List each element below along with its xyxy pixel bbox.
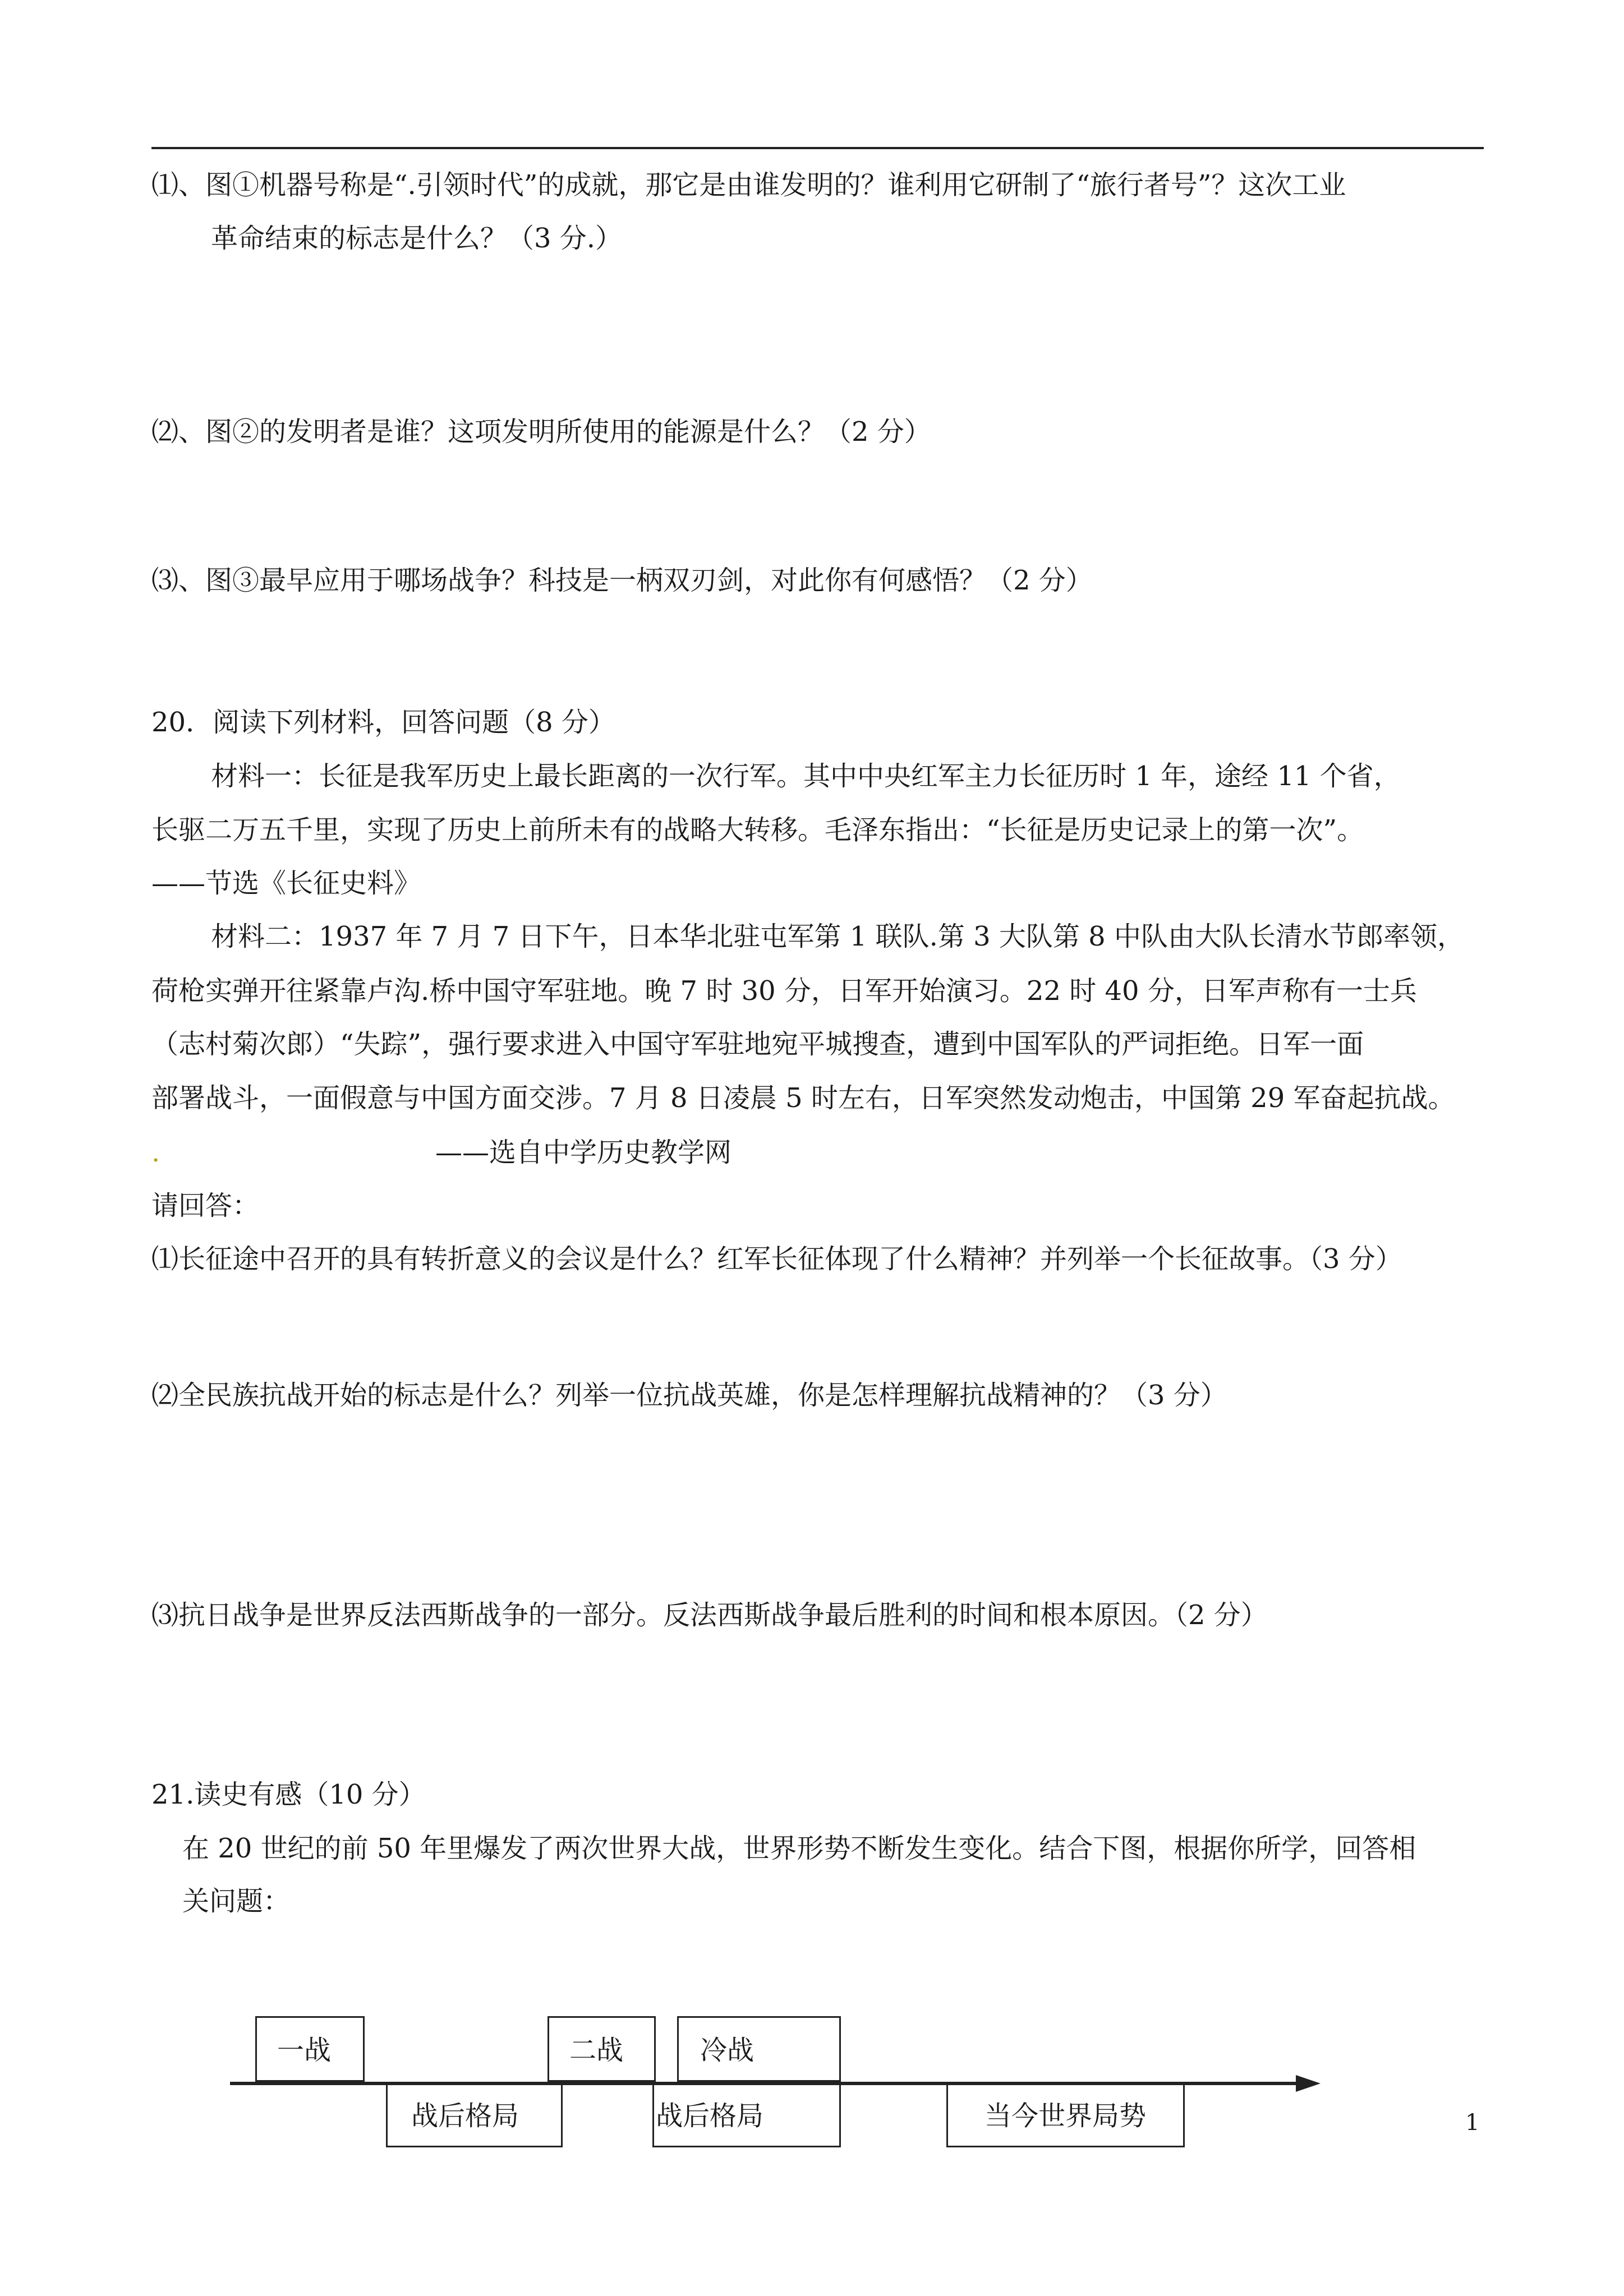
q20-material1-source: ——节选《长征史料》 (151, 868, 421, 899)
q20-sub2: ⑵全民族抗战开始的标志是什么？列举一位抗战英雄，你是怎样理解抗战精神的？（3 分） (151, 1380, 1227, 1411)
header-rule (151, 147, 1484, 149)
q19-sub1-line2: 革命结束的标志是什么？（3 分.） (211, 223, 623, 254)
q20-sub3-answer-area[interactable] (151, 1640, 1484, 1767)
q20-material2-line4: 部署战斗，一面假意与中国方面交涉。7 月 8 日凌晨 5 时左右，日军突然发动炮击，中国第 29 军奋起抗战。 (151, 1082, 1455, 1114)
timeline-box-postwar1 (386, 2082, 563, 2147)
timeline-arrow-icon (1296, 2075, 1321, 2092)
q21-intro-line2: 关问题： (182, 1885, 291, 1917)
q20-material1-line2: 长驱二万五千里，实现了历史上前所未有的战略大转移。毛泽东指出：“长征是历史记录上的第一次”。 (151, 814, 1364, 846)
q20-material2-source: ——选自中学历史教学网 (435, 1137, 732, 1168)
q20-material2-line2: 荷枪实弹开往紧靠卢沟.桥中国守军驻地。晚 7 时 30 分，日军开始演习。22 时 40 分，日军声称有一士兵 (151, 975, 1417, 1007)
timeline-box-ww1 (255, 2016, 365, 2082)
timeline-box-today (946, 2082, 1185, 2147)
timeline-label-postwar2: 战后格局 (656, 2100, 764, 2132)
q20-title: 20．阅读下列材料，回答问题（8 分） (151, 707, 615, 738)
q20-sub2-answer-area[interactable] (151, 1421, 1484, 1594)
q19-sub3: ⑶、图③最早应用于哪场战争？科技是一柄双刃剑，对此你有何感悟？（2 分） (151, 565, 1093, 596)
timeline-axis (230, 2082, 1301, 2085)
timeline-label-postwar1: 战后格局 (411, 2100, 519, 2132)
q20-stray-dot: . (151, 1137, 160, 1168)
q19-sub1-answer-area[interactable] (151, 264, 1484, 409)
q19-sub2-answer-area[interactable] (151, 457, 1484, 552)
q20-sub1: ⑴长征途中召开的具有转折意义的会议是什么？红军长征体现了什么精神？并列举一个长征故事。（3 分） (151, 1243, 1402, 1275)
timeline-box-coldwar (677, 2016, 841, 2082)
timeline-label-today: 当今世界局势 (984, 2100, 1147, 2132)
q19-sub1-line1: ⑴、图①机器号称是“.引领时代”的成就，那它是由谁发明的？谁利用它研制了“旅行者号”？这次工业 (151, 169, 1346, 201)
timeline-label-ww2: 二战 (569, 2035, 624, 2066)
q20-prompt: 请回答： (151, 1190, 260, 1221)
timeline-box-ww2 (548, 2016, 656, 2082)
page-number: 1 (1465, 2110, 1480, 2136)
q20-sub1-answer-area[interactable] (151, 1284, 1484, 1368)
q21-intro-line1: 在 20 世纪的前 50 年里爆发了两次世界大战，世界形势不断发生变化。结合下图，根据你所学，回答相 (182, 1833, 1416, 1864)
q19-sub2: ⑵、图②的发明者是谁？这项发明所使用的能源是什么？（2 分） (151, 416, 931, 448)
q20-material2-line3: （志村菊次郎）“失踪”，强行要求进入中国守军驻地宛平城搜查，遭到中国军队的严词拒绝。日军一面 (151, 1029, 1364, 1060)
q20-material1-line1: 材料一：长征是我军历史上最长距离的一次行军。其中中央红军主力长征历时 1 年，途经 11 个省， (211, 760, 1401, 792)
timeline-label-coldwar: 冷战 (700, 2035, 755, 2066)
q20-sub3: ⑶抗日战争是世界反法西斯战争的一部分。反法西斯战争最后胜利的时间和根本原因。（2 分） (151, 1599, 1268, 1631)
q19-sub3-answer-area[interactable] (151, 606, 1484, 690)
q20-material2-line1: 材料二：1937 年 7 月 7 日下午，日本华北驻屯军第 1 联队.第 3 大队第 8 中队由大队长清水节郎率领， (211, 921, 1464, 952)
timeline-box-postwar2 (652, 2082, 841, 2147)
q21-title: 21.读史有感（10 分） (151, 1779, 426, 1810)
timeline-label-ww1: 一战 (277, 2035, 332, 2066)
